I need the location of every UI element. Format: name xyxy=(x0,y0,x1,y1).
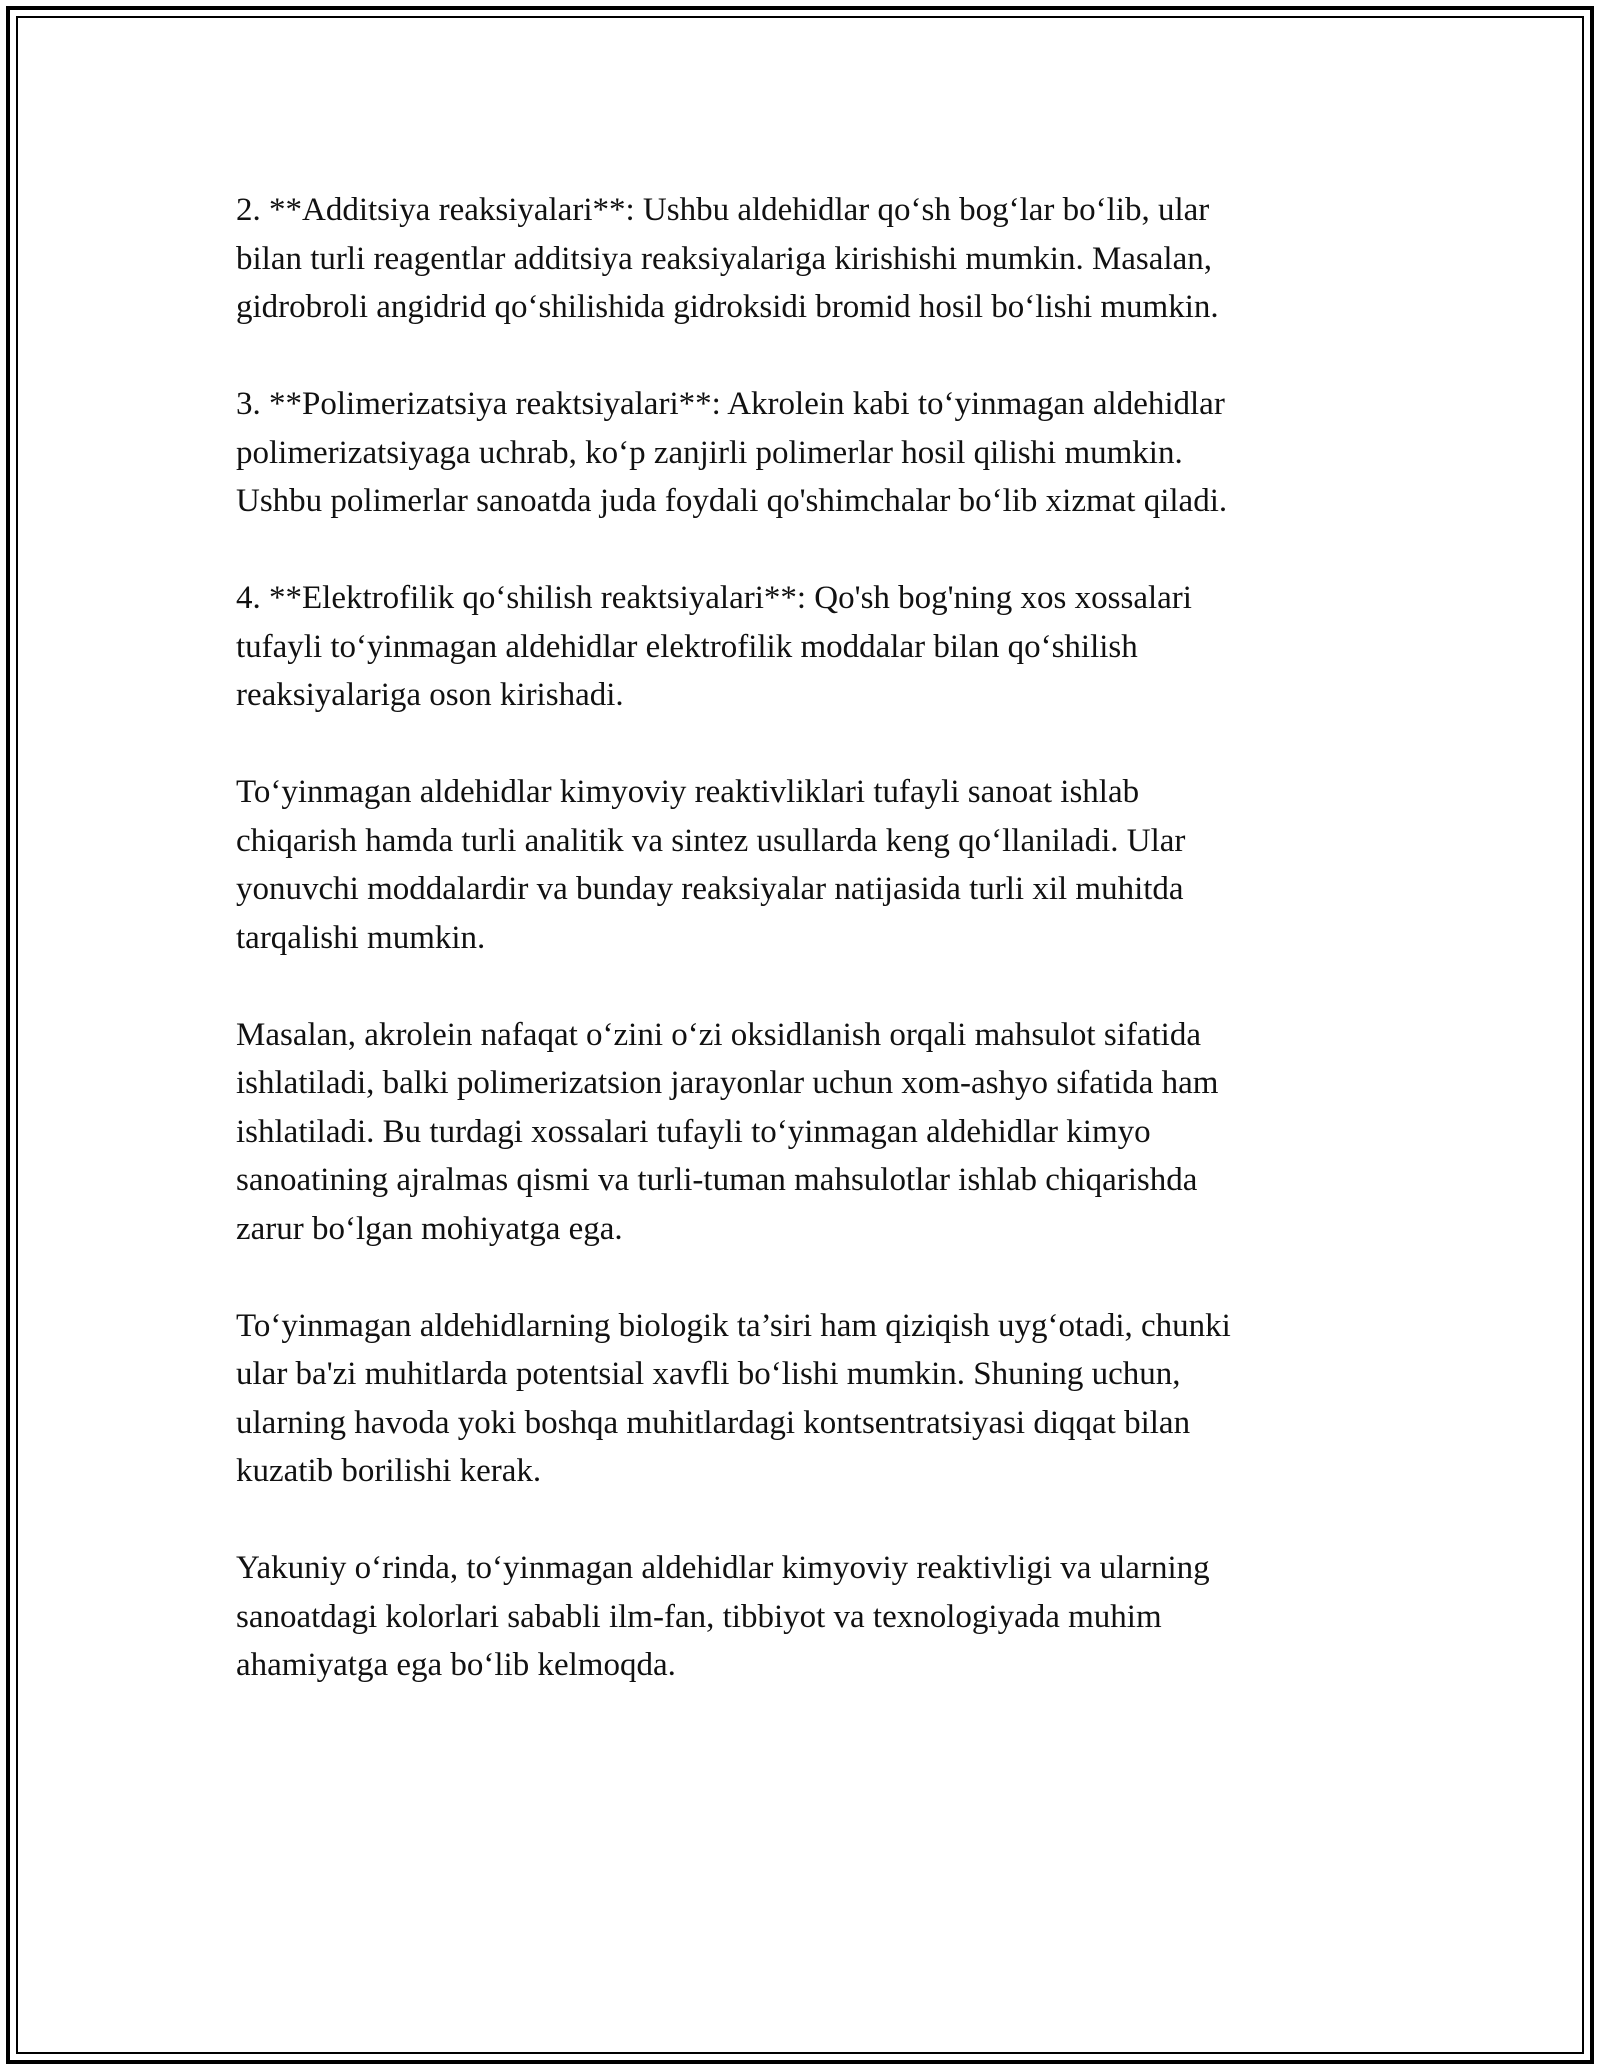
paragraph-addition-reactions: 2. **Additsiya reaksiyalari**: Ushbu aldehidlar qo‘sh bog‘lar bo‘lib, ular bilan turli reagentlar additsiya reaksiyalariga kirishishi mumkin. Masalan, gidrobroli angidrid qo‘shilishida gidroksidi bromid hosil bo‘lishi mumkin. xyxy=(236,192,1219,325)
paragraph-polymerization-reactions: 3. **Polimerizatsiya reaktsiyalari**: Akrolein kabi to‘yinmagan aldehidlar polimerizatsiyaga uchrab, ko‘p zanjirli polimerlar hosil qilishi mumkin. Ushbu polimerlar sanoatda juda foydali qo'shimchalar bo‘lib xizmat qiladi. xyxy=(236,386,1228,519)
paragraph-industrial-use: To‘yinmagan aldehidlar kimyoviy reaktivliklari tufayli sanoat ishlab chiqarish hamda turli analitik va sintez usullarda keng qo‘llaniladi. Ular yonuvchi moddalardir va bunday reaksiyalar natijasida turli xil muhitda tarqalishi mumkin. xyxy=(236,774,1186,956)
paragraph-conclusion: Yakuniy o‘rinda, to‘yinmagan aldehidlar kimyoviy reaktivligi va ularning sanoatdagi kolorlari sababli ilm-fan, tibbiyot va texnologiyada muhim ahamiyatga ega bo‘lib kelmoqda. xyxy=(236,1550,1210,1683)
paragraph-acrolein-example: Masalan, akrolein nafaqat o‘zini o‘zi oksidlanish orqali mahsulot sifatida ishlatiladi, balki polimerizatsion jarayonlar uchun xom-ashyo sifatida ham ishlatiladi. Bu turdagi xossalari tufayli to‘yinmagan aldehidlar kimyo sanoatining ajralmas qismi va turli-tuman mahsulotlar ishlab chiqarishda zarur bo‘lgan mohiyatga ega. xyxy=(236,1016,1219,1247)
paragraph-electrophilic-addition: 4. **Elektrofilik qo‘shilish reaktsiyalari**: Qo'sh bog'ning xos xossalari tufayli to‘yinmagan aldehidlar elektrofilik moddalar bilan qo‘shilish reaksiyalariga oson kirishadi. xyxy=(236,580,1192,713)
document-body xyxy=(236,186,1376,1738)
paragraph-biological-effects: To‘yinmagan aldehidlarning biologik ta’siri ham qiziqish uyg‘otadi, chunki ular ba'zi muhitlarda potentsial xavfli bo‘lishi mumkin. Shuning uchun, ularning havoda yoki boshqa muhitlardagi kontsentratsiyasi diqqat bilan kuzatib borilishi kerak. xyxy=(236,1307,1231,1489)
